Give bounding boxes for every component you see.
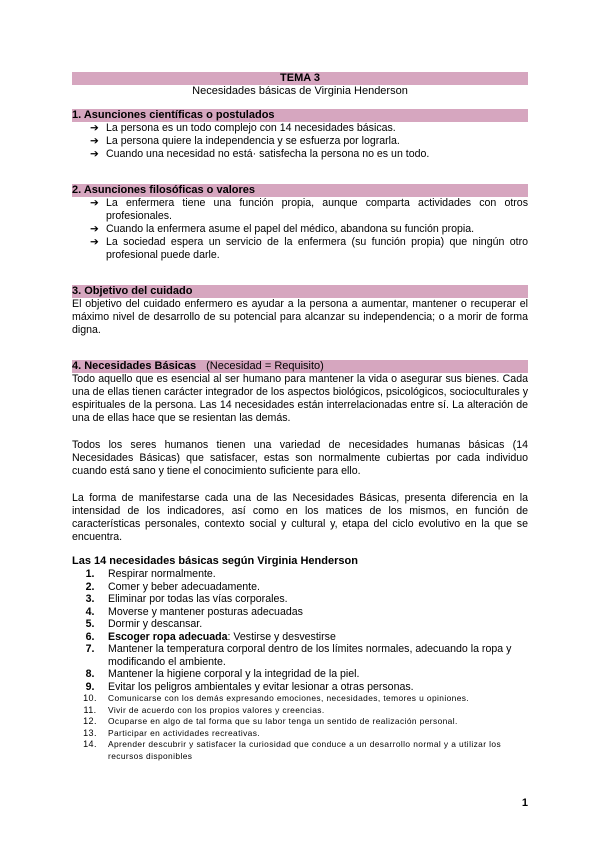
arrow-icon: ➔ (90, 122, 99, 134)
section-4-note: (Necesidad = Requisito) (206, 360, 324, 372)
list-item: 6. Escoger ropa adecuada: Vestirse y desvestirse (85, 630, 336, 643)
arrow-icon: ➔ (90, 135, 99, 147)
list-item: 5. Dormir y descansar. (85, 618, 203, 630)
list-item: 4. Moverse y mantener posturas adecuadas (85, 605, 303, 618)
section-2-list (72, 197, 528, 262)
list-item: 1. Respirar normalmente. (85, 568, 216, 580)
list-item: 11. Vivir de acuerdo con los propios valores y creencias. (83, 704, 325, 715)
list-item: 10. Comunicarse con los demás expresando emociones, necesidades, temores u opiniones. (83, 693, 470, 703)
list-item: ➔ La enfermera tiene una función propia, aunque comparta actividades con otros profesionales. (90, 197, 528, 222)
page-number: 1 (521, 797, 528, 809)
list-item: ➔ La persona quiere la independencia y se esfuerza por lograrla. (90, 135, 400, 147)
arrow-icon: ➔ (90, 197, 99, 209)
topic-subtitle: Necesidades básicas de Virginia Henderson (192, 85, 408, 97)
list-item: ➔ La sociedad espera un servicio de la enfermera (su función propia) que ningún otro profesional puede darle. (90, 236, 528, 261)
arrow-icon: ➔ (90, 148, 99, 160)
list-item: 7. Mantener la temperatura corporal dentro de los límites normales, adecuando la ropa y modificando el ambiente. (85, 643, 512, 668)
needs-list-title: Las 14 necesidades básicas según Virginia Henderson (72, 555, 358, 567)
list-item: ➔ La persona es un todo complejo con 14 necesidades básicas. (90, 122, 396, 134)
section-heading-1: 1. Asunciones científicas o postulados (72, 109, 528, 122)
arrow-icon: ➔ (90, 236, 99, 248)
needs-paragraph-1: Todo aquello que es esencial al ser humano para mantener la vida o asegurar sus bienes. Cada una de ellas tienen carácter integrador de los aspectos biológicos, psicológicos, socioculturales y espirituales de la persona. Las 14 necesidades están interrelacionadas entre sí. La alteración de una de ellas hace que se resientan las demás. (72, 373, 528, 424)
needs-paragraph-3: La forma de manifestarse cada una de las Necesidades Básicas, presenta diferencia en la intensidad de los indicadores, así como en los matices de los mismos, en función de características personales, contexto social y cultural y, etapa del ciclo evolutivo en la que se encuentra. (72, 492, 528, 543)
list-item: 3. Eliminar por todas las vías corporales. (85, 593, 288, 605)
list-item: ➔ Cuando una necesidad no está· satisfecha la persona no es un todo. (90, 148, 430, 160)
list-item: 14. Aprender descubrir y satisfacer la curiosidad que conduce a un desarrollo normal y a utilizar los recursos disponibles (83, 739, 502, 761)
section-heading-2: 2. Asunciones filosóficas o valores (72, 184, 528, 197)
document-page (72, 72, 528, 763)
list-item: 9. Evitar los peligros ambientales y evitar lesionar a otras personas. (85, 680, 414, 693)
topic-title-band (72, 72, 528, 85)
section-4-title: 4. Necesidades Básicas (72, 360, 197, 372)
section-heading-3: 3. Objetivo del cuidado (72, 285, 528, 298)
list-item: 13. Participar en actividades recreativas. (83, 727, 261, 738)
needs-list (72, 568, 528, 763)
topic-title: TEMA 3 (280, 72, 320, 84)
section-1-list (72, 122, 528, 161)
objective-paragraph: El objetivo del cuidado enfermero es ayudar a la persona a aumentar, mantener o recuperar el máximo nivel de desarrollo de su potencial para alcanzar su independencia; o a morir de forma digna. (72, 298, 528, 336)
arrow-icon: ➔ (90, 223, 99, 235)
list-item: 2. Comer y beber adecuadamente. (85, 580, 260, 593)
needs-paragraph-2: Todos los seres humanos tienen una variedad de necesidades humanas básicas (14 Necesidades Básicas) que satisfacer, estas son normalmente cubiertas por cada individuo cuando está sano y tiene el conocimiento suficiente para ello. (72, 439, 528, 477)
section-heading-4 (72, 360, 528, 373)
list-item: 12. Ocuparse en algo de tal forma que su labor tenga un sentido de realización personal. (83, 716, 458, 727)
list-item: ➔ Cuando la enfermera asume el papel del médico, abandona su función propia. (90, 223, 475, 235)
list-item: 8. Mantener la higiene corporal y la integridad de la piel. (85, 668, 360, 680)
